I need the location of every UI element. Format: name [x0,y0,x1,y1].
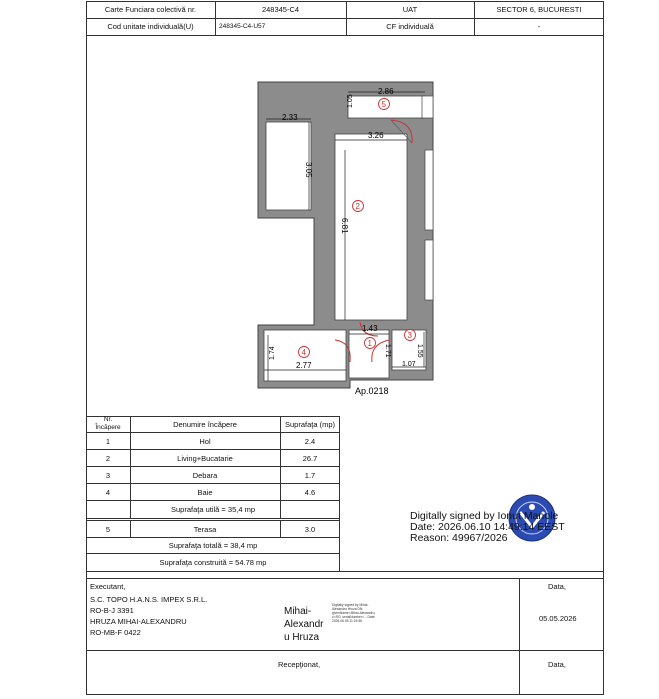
executant-label: Executant, [90,582,126,591]
dim-286: 2.86 [378,87,394,96]
terrace-area: 3.0 [304,524,316,534]
dim-277: 2.77 [296,361,312,370]
uat-value: SECTOR 6, BUCURESTI [496,5,582,14]
data-value: 05.05.2026 [539,614,577,623]
dim-326: 3.26 [368,131,384,140]
room-num-1: 1 [367,339,372,348]
dim-681: 6.81 [340,218,349,234]
total-area: Suprafaţa totală = 38,4 mp [168,541,258,550]
dim-174: 1.74 [269,346,276,360]
room-num-4: 4 [301,348,306,357]
terrace-name: Terasa [193,524,217,534]
room-num-5: 5 [381,100,386,109]
table-row: Baie [197,487,213,497]
digital-sig-line2: Date: 2026.06.10 14:49:14 EEST [410,521,565,533]
table-row: 26.7 [302,453,318,463]
data-label-2: Data, [548,660,566,669]
table-row: 2.4 [304,436,316,446]
col-area-header: Suprafaţa (mp) [284,419,336,429]
dim-155: 1.55 [416,344,423,358]
table-row: 4 [105,487,111,497]
receptionat-label: Recepţionat, [278,660,321,669]
company-name: S.C. TOPO H.A.N.S. IMPEX S.R.L. [90,595,208,604]
cf-label: Carte Funciara colectivă nr. [104,5,197,14]
terrace-nr: 5 [105,524,111,534]
room-num-3: 3 [407,331,412,340]
table-row: 1.7 [304,470,316,480]
table-row: 3 [105,470,111,480]
table-row: Debara [192,470,218,480]
dim-171: 1.71 [384,344,391,358]
table-row: 1 [105,436,111,446]
cf-individual-label: CF individuală [386,22,434,31]
signature-name: Mihai- Alexandr u Hruza [284,606,324,643]
apartment-label: Ap.0218 [355,386,389,396]
dim-305: 3.05 [304,162,313,178]
signature-small-text: Digitally signed by Mihai-Alexandru Hruza DN: givenName=Mihai-Alexandru, c=RO, serialNumber=... Date: 2026.06.05 11:24:56 [332,603,376,623]
person-reg: RO-MB-F 0422 [90,628,141,637]
person-name: HRUZA MIHAI-ALEXANDRU [90,617,187,626]
dim-143: 1.43 [362,324,378,333]
table-row: 2 [105,453,111,463]
uat-label: UAT [402,5,418,14]
unit-code-label: Cod unitate individuală(U) [107,22,194,31]
col-nr-header: Nr. Încăpere [95,416,121,431]
digital-sig-line1: Digitally signed by Ionut Manole [410,510,559,522]
table-row: 4.6 [304,487,316,497]
company-reg: RO-B-J 3391 [90,606,134,615]
useful-area: Suprafaţa utilă = 35,4 mp [170,505,255,514]
unit-code-value: 248345-C4-U57 [219,23,266,30]
digital-sig-line3: Reason: 49967/2026 [410,532,508,544]
cf-value: 248345-C4 [261,5,300,14]
table-row: Living+Bucatarie [177,453,233,463]
data-label: Data, [548,582,566,591]
room-num-2: 2 [355,202,360,211]
cf-individual-value: - [537,22,541,31]
dim-107: 1.07 [402,361,416,368]
col-name-header: Denumire încăpere [173,419,237,429]
built-area: Suprafaţa construită = 54.78 mp [159,558,267,567]
dim-105: 1.05 [347,94,354,108]
dim-233: 2.33 [282,113,298,122]
table-row: Hol [199,436,211,446]
